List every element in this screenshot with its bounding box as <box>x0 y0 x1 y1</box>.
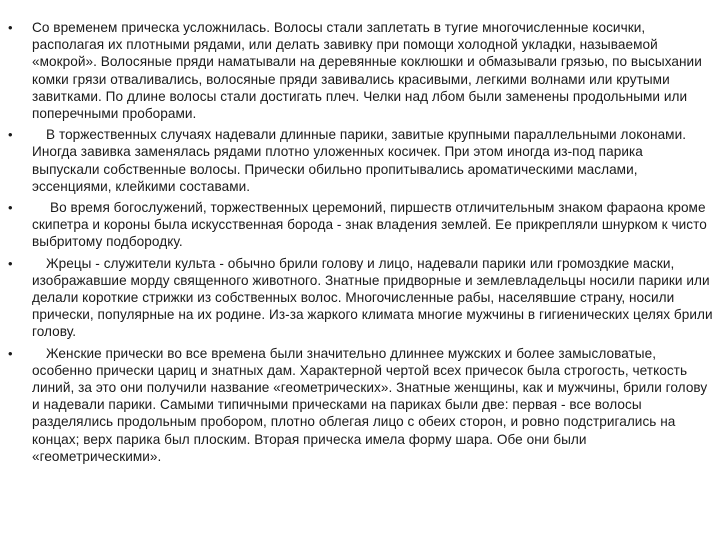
bullet-icon: • <box>8 127 13 143</box>
bullet-icon: • <box>8 255 13 271</box>
paragraph-text: В торжественных случаях надевали длинные парики, завитые крупными параллельными локонами. Иногда завивка заменялась рядами плотно уложенных косичек. При этом иногда из-под парика выпускали собственные волосы. Прически обильно пропитывались ароматическими маслами, эссенциями, клейкими составами. <box>32 127 687 194</box>
bullet-list <box>8 19 714 469</box>
list-item <box>8 19 714 122</box>
list-item <box>8 255 714 341</box>
bullet-icon: • <box>8 345 13 361</box>
paragraph-text: Женские прически во все времена были значительно длиннее мужских и более замысловатые, особенно прически цариц и знатных дам. Характерной чертой всех причесок была строгость, четкость линий, за это они получили название «геометрических». Знатные женщины, как и мужчины, брили голову и надевали парики. Самыми типичными прическами на париках были две: первая - все волосы разделялись продольным пробором, плотно облегая лицо с обеих сторон, и ровно подстригались на концах; верх парика был плоским. Вторая прическа имела форму шара. Обе они были «геометрическими». <box>32 345 708 464</box>
paragraph-text: Во время богослужений, торжественных церемоний, пиршеств отличительным знаком фараона кроме скипетра и короны была искусственная борода - знак владения землей. Ее прикрепляли шнурком к чисто выбритому подбородку. <box>32 200 707 250</box>
bullet-icon: • <box>8 200 13 216</box>
list-item <box>8 345 714 465</box>
list-item <box>8 199 714 251</box>
list-item <box>8 126 714 195</box>
paragraph-text: Жрецы - служители культа - обычно брили голову и лицо, надевали парики или громоздкие маски, изображавшие морду священного животного. Знатные придворные и землевладельцы носили парики или делали короткие стрижки из собственных волос. Многочисленные рабы, населявшие страну, носили прически, популярные на их родине. Из-за жаркого климата многие мужчины в гигиенических целях брили голову. <box>32 255 713 340</box>
bullet-icon: • <box>8 20 13 35</box>
paragraph-text: Со временем прическа усложнилась. Волосы стали заплетать в тугие многочисленные косички, располагая их плотными рядами, или делать завивку при помощи холодной укладки, называемой «мокрой». Волосяные пряди наматывали на деревянные коклюшки и обмазывали грязью, по высыхании комки грязи отваливались, волосяные пряди завивались красивыми, легкими волнами или крутыми завитками. По длине волосы стали достигать плеч. Челки над лбом были заменены продольными или поперечными проборами. <box>32 20 702 122</box>
